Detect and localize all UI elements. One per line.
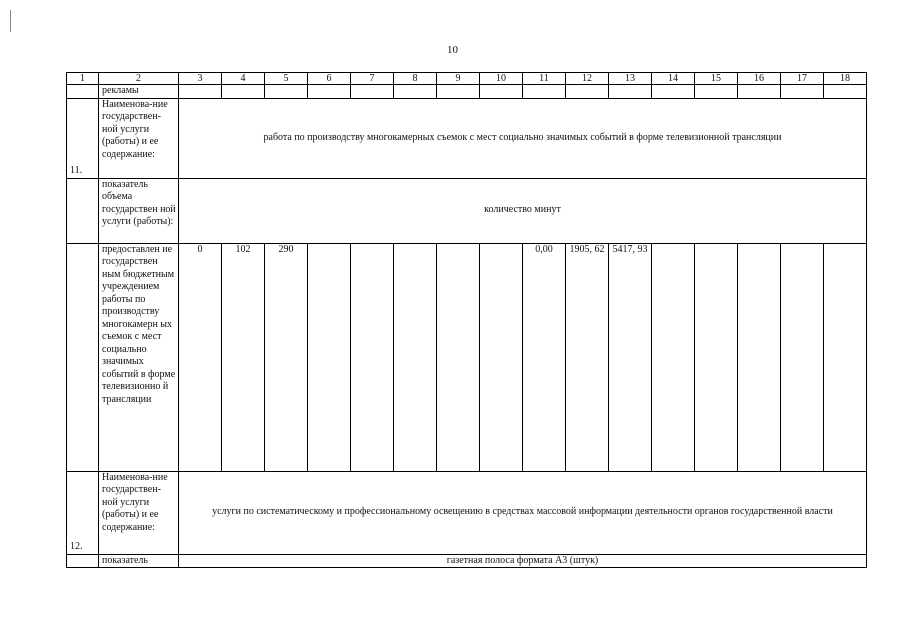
column-header: 3 — [179, 73, 222, 85]
column-header: 13 — [609, 73, 652, 85]
budget-table — [66, 72, 867, 568]
column-header: 11 — [523, 73, 566, 85]
column-header: 9 — [437, 73, 480, 85]
indicator-unit-cell: газетная полоса формата А3 (штук) — [179, 554, 867, 568]
row-description: Наименова-ние государствен-ной услуги (работы) и ее содержание: — [99, 471, 179, 554]
indicator-unit-cell: количество минут — [179, 178, 867, 243]
page-number: 10 — [447, 44, 458, 56]
value-cell — [824, 243, 867, 471]
service-name-cell: услуги по систематическому и профессиональному освещению в средствах массовой информации деятельности органов государственной власти — [179, 471, 867, 554]
row-number: 12. — [67, 471, 99, 554]
value-cell — [480, 243, 523, 471]
column-header: 4 — [222, 73, 265, 85]
column-header: 15 — [695, 73, 738, 85]
value-cell — [351, 243, 394, 471]
row-description: рекламы — [99, 85, 179, 99]
table-row-service-11 — [67, 98, 867, 178]
scan-margin-mark — [10, 10, 11, 32]
column-header: 8 — [394, 73, 437, 85]
column-header: 14 — [652, 73, 695, 85]
value-cell — [695, 243, 738, 471]
value-cell: 0,00 — [523, 243, 566, 471]
value-cell: 0 — [179, 243, 222, 471]
column-header: 6 — [308, 73, 351, 85]
column-header: 7 — [351, 73, 394, 85]
row-number: 11. — [67, 98, 99, 178]
column-header: 16 — [738, 73, 781, 85]
table-row-advertising — [67, 85, 867, 99]
value-cell — [652, 243, 695, 471]
service-name-cell: работа по производству многокамерных съемок с мест социально значимых событий в форме телевизионной трансляции — [179, 98, 867, 178]
value-cell — [781, 243, 824, 471]
column-number-row — [67, 73, 867, 85]
column-header: 18 — [824, 73, 867, 85]
value-cell — [437, 243, 480, 471]
value-cell: 5417, 93 — [609, 243, 652, 471]
value-cell — [738, 243, 781, 471]
value-cell — [394, 243, 437, 471]
row-description: показатель объема государствен ной услуги (работы): — [99, 178, 179, 243]
row-description: показатель — [99, 554, 179, 568]
table-row-service-12 — [67, 471, 867, 554]
table-row-volume-indicator — [67, 178, 867, 243]
column-header: 2 — [99, 73, 179, 85]
value-cell: 290 — [265, 243, 308, 471]
value-cell — [308, 243, 351, 471]
row-description: Наименова-ние государствен-ной услуги (работы) и ее содержание: — [99, 98, 179, 178]
row-description: предоставлен ие государствен ным бюджетным учреждением работы по производству многокамерн ых съемок с мест социально значимых событий в форме телевизионно й трансляции — [99, 243, 179, 471]
column-header: 5 — [265, 73, 308, 85]
column-header: 12 — [566, 73, 609, 85]
table-row-indicator-12 — [67, 554, 867, 568]
value-cell: 102 — [222, 243, 265, 471]
table-row-provision — [67, 243, 867, 471]
column-header: 10 — [480, 73, 523, 85]
column-header: 17 — [781, 73, 824, 85]
column-header: 1 — [67, 73, 99, 85]
value-cell: 1905, 62 — [566, 243, 609, 471]
